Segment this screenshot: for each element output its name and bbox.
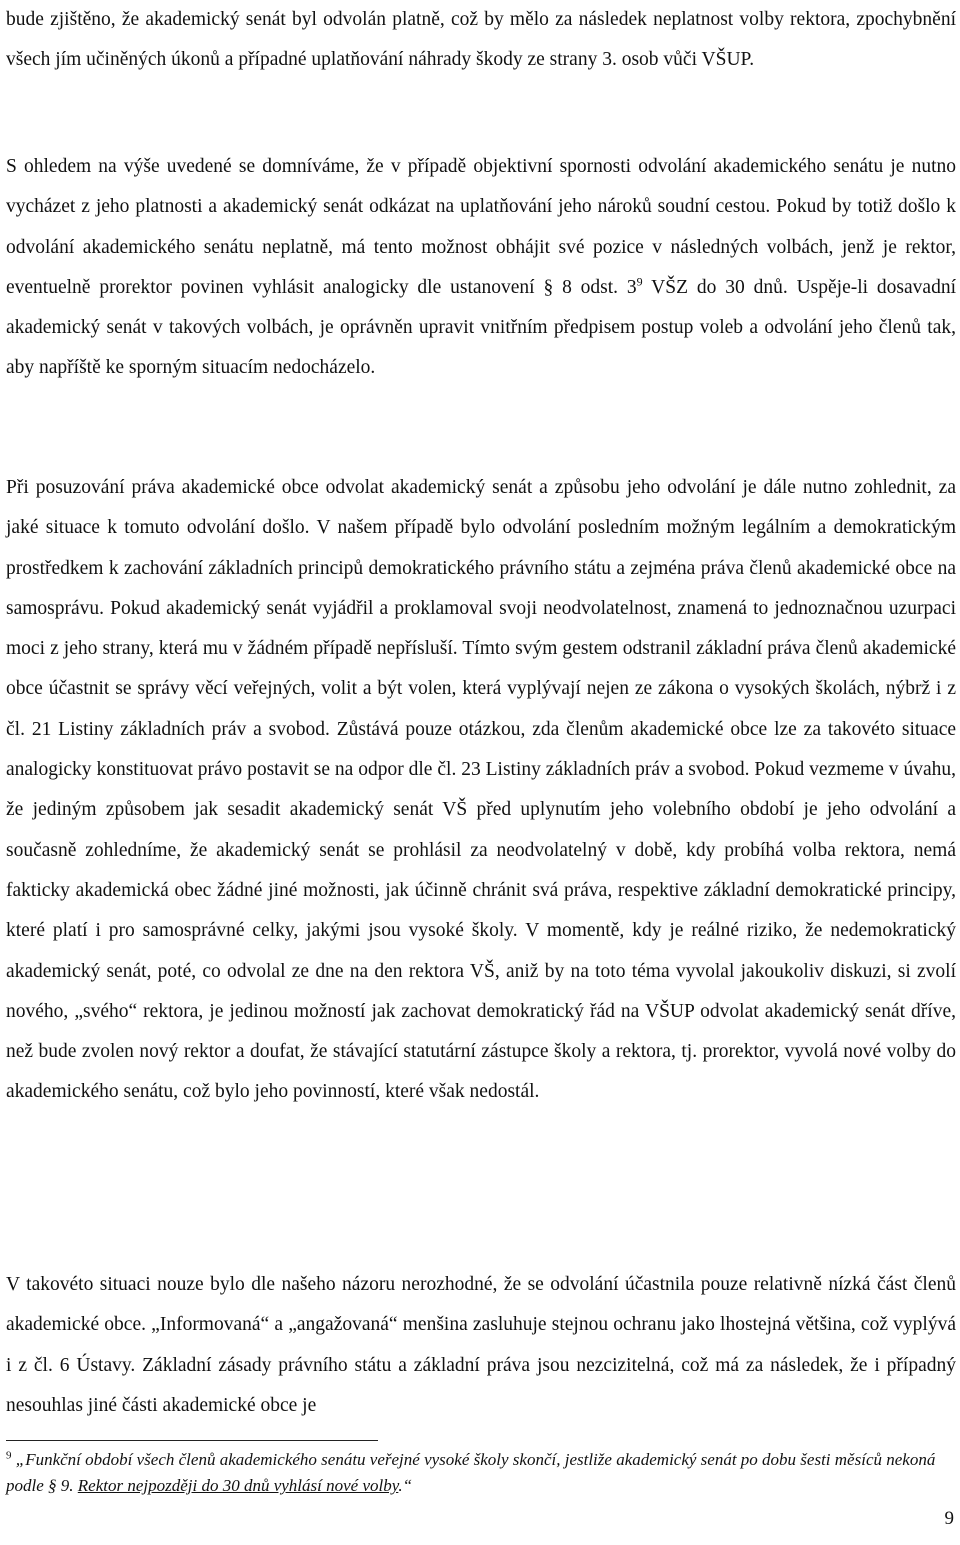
- page-number: 9: [944, 1508, 954, 1529]
- paragraph-senate-validity: [6, 147, 956, 389]
- footnote-separator: [6, 1440, 378, 1441]
- footnote-text: „Funkční období všech členů akademického senátu veřejné vysoké školy skončí, jestliže akademický senát po dobu šesti měsíců nekoná podle § 9.: [6, 1450, 936, 1495]
- footnote: [6, 1447, 956, 1499]
- paragraph-academic-community-rights: Při posuzování práva akademické obce odvolat akademický senát a způsobu jeho odvolání je dále nutno zohlednit, za jaké situace k tomuto odvolání došlo. V našem případě bylo odvolání posledním možným legálním a demokratickým prostředkem k zachování základních principů demokratického právního státu a zejména práva členů akademické obce na samosprávu. Pokud akademický senát vyjádřil a proklamoval svoji neodvolatelnost, znamená to jednoznačnou uzurpaci moci z jeho strany, která mu v žádném případě nepřísluší. Tímto svým gestem odstranil základní práva členů akademické obce účastnit se správy věcí veřejných, volit a být volen, která vyplývají nejen ze zákona o vysokých školách, nýbrž i z čl. 21 Listiny základních práv a svobod. Zůstává pouze otázkou, zda členům akademické obce lze za takovéto situace analogicky konstituovat právo postavit se na odpor dle čl. 23 Listiny základních práv a svobod. Pokud vezmeme v úvahu, že jediným způsobem jak sesadit akademický senát VŠ před uplynutím jeho volebního období je jeho odvolání a současně zohledníme, že akademický senát se prohlásil za neodvolatelný v době, kdy probíhá volba rektora, nemá fakticky akademická obec žádné jiné možnosti, jak účinně chránit svá práva, respektive základní demokratické principy, které platí i pro samosprávné celky, jakými jsou vysoké školy. V momentě, kdy je reálné riziko, že nedemokratický akademický senát, poté, co odvolal ze dne na den rektora VŠ, aniž by na toto téma vyvolal jakoukoliv diskuzi, si zvolí nového, „svého“ rektora, je jedinou možností jak zachovat demokratický řád na VŠUP odvolat akademický senát dříve, než bude zvolen nový rektor a doufat, že stávající statutární zástupce školy a rektora, tj. prorektor, vyvolá nové volby do akademického senátu, což bylo jeho povinností, které však nedostál.: [6, 477, 956, 1103]
- paragraph-text-after-ref: VŠZ do 30 dnů. Uspěje-li dosavadní akademický senát v takových volbách, je oprávněn upravit vnitřním předpisem postup voleb a odvolání jeho členů tak, aby napříště ke sporným situacím nedocházelo.: [6, 276, 956, 379]
- paragraph-emergency-situation: V takovéto situaci nouze bylo dle našeho názoru nerozhodné, že se odvolání účastnila pouze relativně nízká část členů akademické obce. „Informovaná“ a „angažovaná“ menšina zasluhuje stejnou ochranu jako lhostejná většina, což vyplývá i z čl. 6 Ústavy. Základní zásady právního státu a základní práva jsou nezcizitelná, což má za následek, že i případný nesouhlas jiné části akademické obce je: [6, 1274, 956, 1416]
- footnote-number: 9: [6, 1449, 12, 1462]
- paragraph-continuation: bude zjištěno, že akademický senát byl odvolán platně, což by mělo za následek neplatnost volby rektora, zpochybnění všech jím učiněných úkonů a případné uplatňování náhrady škody ze strany 3. osob vůči VŠUP.: [6, 9, 956, 71]
- footnote-text-end: .“: [398, 1476, 413, 1495]
- paragraph-text-before-ref: S ohledem na výše uvedené se domníváme, že v případě objektivní spornosti odvolání akademického senátu je nutno vycházet z jeho platnosti a akademický senát odkázat na uplatňování jeho nároků soudní cestou. Pokud by totiž došlo k odvolání akademického senátu neplatně, má tento možnost obhájit své pozice v následných volbách, jenž je rektor, eventuelně prorektor povinen vyhlásit analogicky dle ustanovení § 8 odst. 3: [6, 156, 956, 298]
- footnote-underlined-text: Rektor nejpozději do 30 dnů vyhlásí nové volby: [77, 1476, 399, 1495]
- footnote-reference[interactable]: 9: [636, 274, 643, 289]
